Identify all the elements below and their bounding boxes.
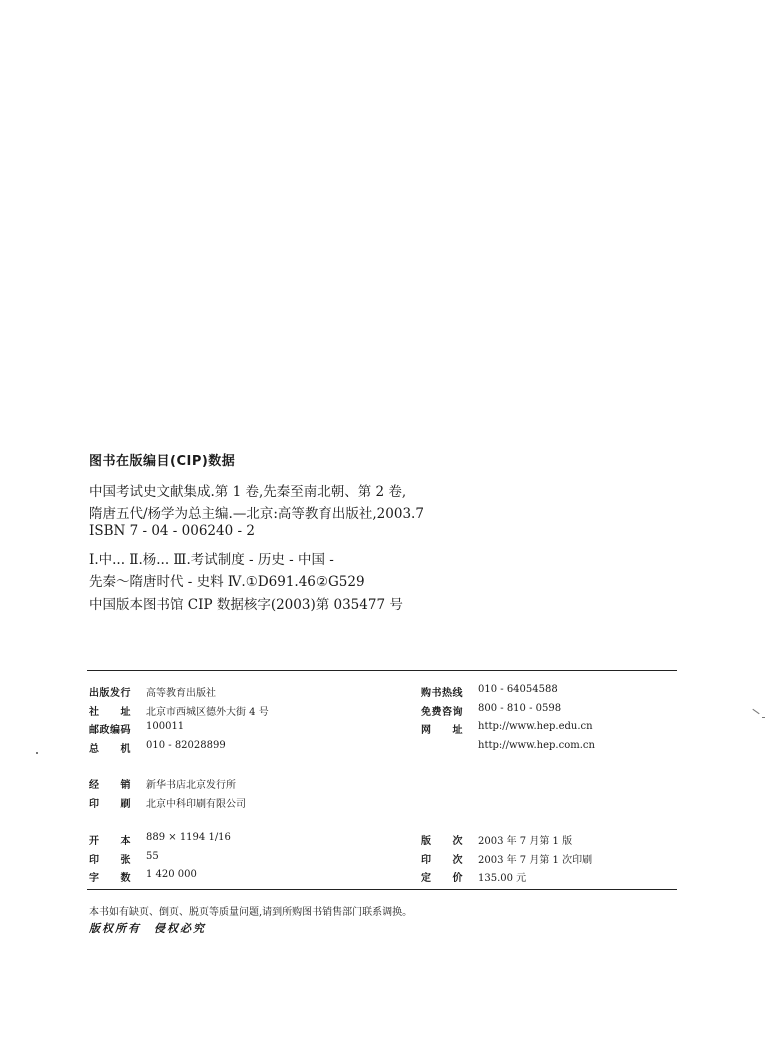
printing-label: 印 次: [421, 855, 463, 866]
address-value: 北京市西城区德外大街 4 号: [146, 707, 269, 718]
address-label: 社 址: [89, 707, 131, 718]
edition-label: 版 次: [421, 836, 463, 847]
consult-label: 免费咨询: [421, 707, 463, 718]
website-value-1: http://www.hep.edu.cn: [478, 721, 593, 732]
format-value: 889 × 1194 1/16: [146, 832, 231, 843]
scan-speck: [752, 709, 759, 714]
cip-title-line-2: 隋唐五代/杨学为总主编.—北京:高等教育出版社,2003.7: [89, 506, 424, 522]
consult-value: 800 - 810 - 0598: [478, 703, 562, 714]
switchboard-label: 总 机: [89, 744, 131, 755]
website-label: 网 址: [421, 725, 463, 736]
cip-title-line-1: 中国考试史文献集成.第 1 卷,先秦至南北朝、第 2 卷,: [89, 484, 407, 500]
website-value-2: http://www.hep.com.cn: [478, 740, 595, 751]
hotline-label: 购书热线: [421, 688, 463, 699]
publisher-label: 出版发行: [89, 688, 131, 699]
postcode-label: 邮政编码: [89, 725, 131, 736]
cip-subject-line-2: 先秦～隋唐时代 - 史料 Ⅳ.①D691.46②G529: [89, 574, 365, 590]
price-value: 135.00 元: [478, 873, 527, 884]
price-label: 定 价: [421, 873, 463, 884]
bottom-rule: [87, 889, 677, 890]
switchboard-value: 010 - 82028899: [146, 740, 226, 751]
publisher-value: 高等教育出版社: [146, 688, 216, 699]
copyright-notice: 版权所有 侵权必究: [89, 922, 206, 935]
printer-label: 印 刷: [89, 799, 131, 810]
distributor-label: 经 销: [89, 780, 131, 791]
sheets-value: 55: [146, 851, 159, 862]
cip-subject-line-1: Ⅰ.中... Ⅱ.杨... Ⅲ.考试制度 - 历史 - 中国 -: [89, 552, 334, 568]
scan-speck: [36, 752, 38, 754]
cip-isbn: ISBN 7 - 04 - 006240 - 2: [89, 523, 255, 539]
format-label: 开 本: [89, 836, 131, 847]
cip-verification: 中国版本图书馆 CIP 数据核字(2003)第 035477 号: [89, 597, 403, 613]
sheets-label: 印 张: [89, 855, 131, 866]
words-label: 字 数: [89, 873, 131, 884]
cip-heading: 图书在版编目(CIP)数据: [89, 454, 236, 469]
edition-value: 2003 年 7 月第 1 版: [478, 836, 573, 847]
printer-value: 北京中科印刷有限公司: [146, 799, 246, 810]
scan-speck: [762, 717, 765, 718]
hotline-value: 010 - 64054588: [478, 684, 558, 695]
postcode-value: 100011: [146, 721, 185, 732]
top-rule: [87, 670, 677, 671]
words-value: 1 420 000: [146, 869, 197, 880]
quality-notice: 本书如有缺页、倒页、脱页等质量问题,请到所购图书销售部门联系调换。: [89, 907, 413, 918]
printing-value: 2003 年 7 月第 1 次印刷: [478, 855, 593, 866]
distributor-value: 新华书店北京发行所: [146, 780, 236, 791]
